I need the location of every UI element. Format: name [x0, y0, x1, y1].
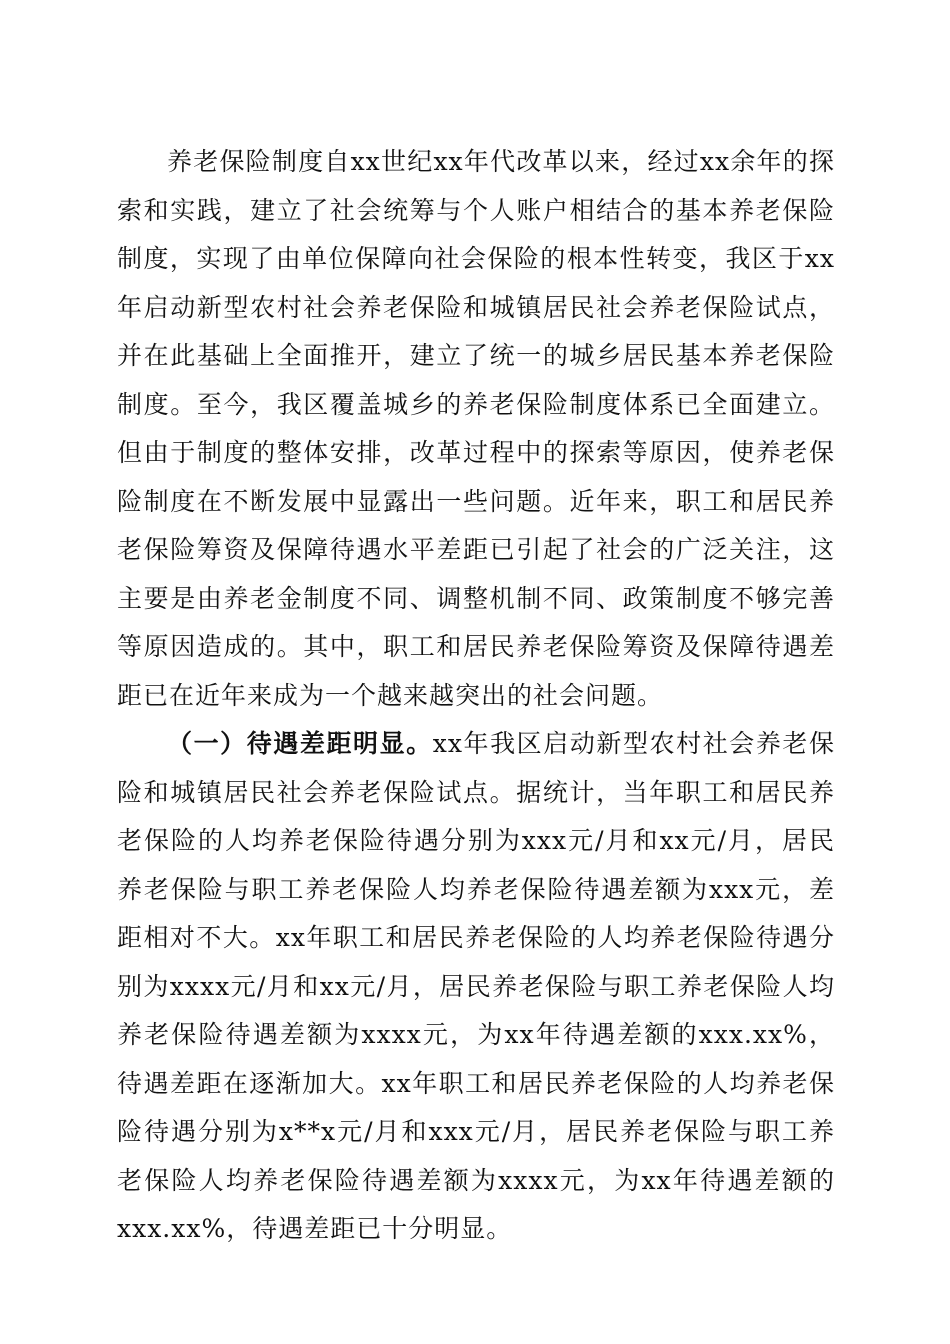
paragraph-intro [117, 138, 835, 720]
section-1-text: xx年我区启动新型农村社会养老保险和城镇居民社会养老保险试点。据统计，当年职工和居民养老保险的人均养老保险待遇分别为xxx元/月和xx元/月，居民养老保险与职工养老保险人均养老保险待遇差额为xxx元，差距相对不大。xx年职工和居民养老保险的人均养老保险待遇分别为xxxx元/月和xx元/月，居民养老保险与职工养老保险人均养老保险待遇差额为xxxx元，为xx年待遇差额的xxx.xx%，待遇差距在逐渐加大。xx年职工和居民养老保险的人均养老保险待遇分别为x**x元/月和xxx元/月，居民养老保险与职工养老保险人均养老保险待遇差额为xxxx元，为xx年待遇差额的xxx.xx%，待遇差距已十分明显。 [117, 729, 835, 1243]
section-1-heading: （一）待遇差距明显。 [167, 729, 433, 758]
document-body [117, 138, 835, 1254]
paragraph-section-1 [117, 720, 835, 1254]
paragraph-intro-text: 养老保险制度自xx世纪xx年代改革以来，经过xx余年的探索和实践，建立了社会统筹与个人账户相结合的基本养老保险制度，实现了由单位保障向社会保险的根本性转变，我区于xx年启动新型农村社会养老保险和城镇居民社会养老保险试点，并在此基础上全面推开，建立了统一的城乡居民基本养老保险制度。至今，我区覆盖城乡的养老保险制度体系已全面建立。但由于制度的整体安排，改革过程中的探索等原因，使养老保险制度在不断发展中显露出一些问题。近年来，职工和居民养老保险筹资及保障待遇水平差距已引起了社会的广泛关注，这主要是由养老金制度不同、调整机制不同、政策制度不够完善等原因造成的。其中，职工和居民养老保险筹资及保障待遇差距已在近年来成为一个越来越突出的社会问题。 [117, 147, 835, 710]
